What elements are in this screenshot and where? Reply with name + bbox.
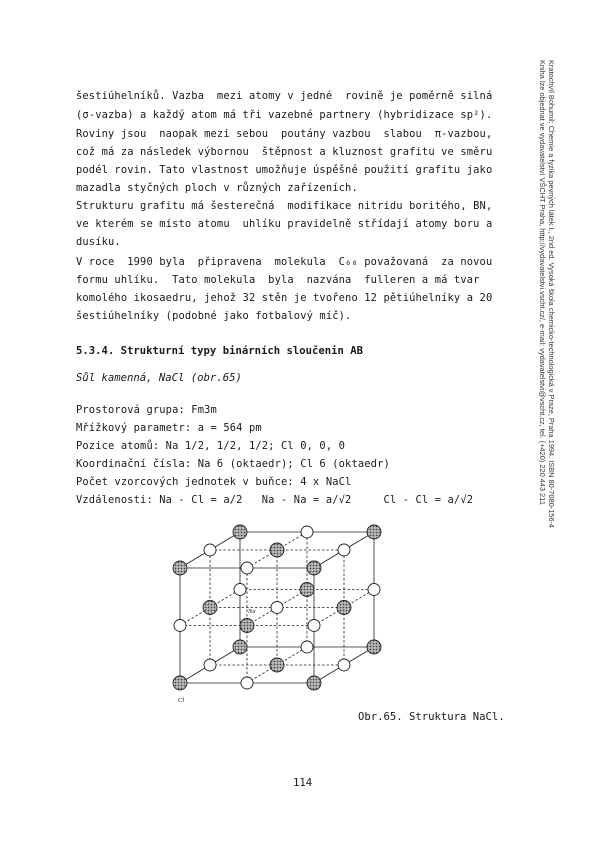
- figure-caption: Obr.65. Struktura NaCl.: [358, 711, 505, 723]
- cl-atom: [233, 640, 247, 654]
- cl-atom: [307, 561, 321, 575]
- na-atom: [204, 544, 216, 556]
- property-line: Mřížkový parametr: a = 564 pm: [76, 422, 262, 434]
- cl-atom: [270, 543, 284, 557]
- na-atom: [241, 677, 253, 689]
- body-line: (σ-vazba) a každý atom má tři vazebné partnery (hybridizace sp²).: [76, 109, 493, 121]
- property-line: Vzdálenosti: Na - Cl = a/2 Na - Na = a/√2 Cl - Cl = a/√2: [76, 494, 474, 506]
- cl-atom-label: Cl: [178, 697, 185, 704]
- na-atom: [271, 602, 283, 614]
- na-atom: [338, 659, 350, 671]
- section-heading: 5.3.4. Strukturní typy binárních sloučenin AB: [76, 345, 364, 357]
- body-line: podél rovin. Tato vlastnost umožňuje úspěšné použití grafitu jako: [76, 164, 493, 176]
- cl-atom: [173, 561, 187, 575]
- na-atom: [204, 659, 216, 671]
- na-atom: [174, 620, 186, 632]
- cl-atom: [300, 583, 314, 597]
- na-atom-label: Na: [248, 608, 256, 615]
- side-note-citation: Kratochvíl Bohumil: Chemie a fyzika pevných látek I., 2nd ed. Vysoká škola chemicko-technologická v Praze, Praha 1994. ISBN 80-7080-156-4: [547, 60, 556, 529]
- property-line: Počet vzorcových jednotek v buňce: 4 x NaCl: [76, 476, 352, 488]
- cl-atom: [367, 640, 381, 654]
- cl-atom: [367, 525, 381, 539]
- cl-atom: [233, 525, 247, 539]
- na-atom: [338, 544, 350, 556]
- body-line: mazadla styčných ploch v různých zařízeních.: [76, 182, 358, 194]
- property-line: Pozice atomů: Na 1/2, 1/2, 1/2; Cl 0, 0, 0: [76, 440, 346, 452]
- na-atom: [241, 562, 253, 574]
- body-line: Strukturu grafitu má šesterečná modifikace nitridu boritého, BN,: [76, 200, 493, 212]
- cl-atom: [307, 676, 321, 690]
- cl-atom: [240, 619, 254, 633]
- section-subheading: Sůl kamenná, NaCl (obr.65): [76, 372, 242, 384]
- body-line: Roviny jsou naopak mezi sebou poutány vazbou slabou π-vazbou,: [76, 128, 493, 140]
- page-number: 114: [293, 777, 313, 789]
- cl-atom: [203, 601, 217, 615]
- na-atom: [234, 584, 246, 596]
- cl-atom: [270, 658, 284, 672]
- body-line: V roce 1990 byla připravena molekula C₆₀ považovaná za novou: [76, 256, 493, 268]
- na-atom: [368, 584, 380, 596]
- na-atom: [301, 526, 313, 538]
- body-line: šestiúhelníky (podobné jako fotbalový míč).: [76, 310, 352, 322]
- property-line: Prostorová grupa: Fm3m: [76, 404, 217, 416]
- na-atom: [308, 620, 320, 632]
- body-line: což má za následek výbornou štěpnost a kluznost grafitu ve směru: [76, 146, 493, 158]
- body-line: komolého ikosaedru, jehož 32 stěn je tvořeno 12 pětiúhelníky a 20: [76, 292, 493, 304]
- cl-atom: [337, 601, 351, 615]
- na-atom: [301, 641, 313, 653]
- side-note-order-info: Kniha lze objednat ve vydavatelství VŠCHT Praha, http://vydavatelstvi.vscht.cz/, e-mail: vydavatelstvi@vscht.cz, tel. (+420) 220 443 211: [538, 60, 547, 505]
- body-line: formu uhlíku. Tato molekula byla nazvána fulleren a má tvar: [76, 274, 480, 286]
- property-line: Koordinační čísla: Na 6 (oktaedr); Cl 6 (oktaedr): [76, 458, 390, 470]
- body-line: ve kterém se místo atomu uhlíku pravidelně střídají atomy boru a: [76, 218, 493, 230]
- cl-atom: [173, 676, 187, 690]
- body-line: šestiúhelníků. Vazba mezi atomy v jedné rovině je poměrně silná: [76, 90, 493, 102]
- body-line: dusíku.: [76, 236, 121, 248]
